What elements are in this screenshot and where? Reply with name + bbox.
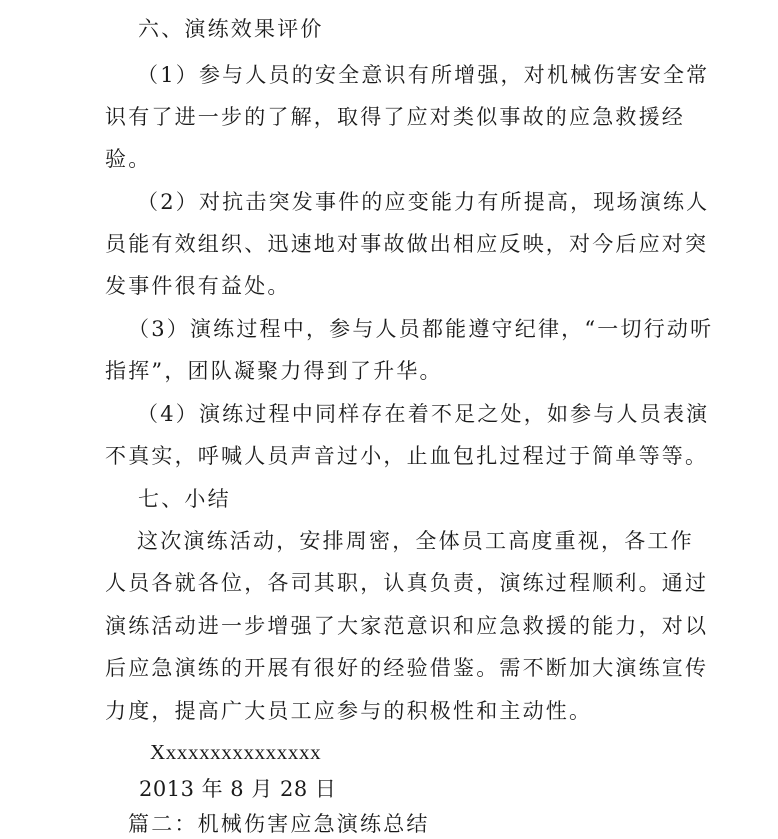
paragraph-2-line-2: 员能有效组织、迅速地对事故做出相应反映，对今后应对突: [105, 232, 709, 256]
paragraph-1-line-2: 识有了进一步的了解，取得了应对类似事故的应急救援经: [105, 105, 685, 129]
paragraph-1-line-1: （1）参与人员的安全意识有所增强，对机械伤害安全常: [137, 63, 710, 87]
paragraph-3-line-2: 指挥”，团队凝聚力得到了升华。: [105, 359, 443, 383]
paragraph-2-line-1: （2）对抗击突发事件的应变能力有所提高，现场演练人: [137, 190, 710, 214]
section-6-heading: 六、演练效果评价: [138, 17, 324, 41]
paragraph-3-line-1: （3）演练过程中，参与人员都能遵守纪律，“一切行动听: [128, 317, 714, 341]
paragraph-2-line-3: 发事件很有益处。: [105, 274, 291, 298]
summary-line-5: 力度，提高广大员工应参与的积极性和主动性。: [105, 699, 593, 723]
paragraph-4-line-1: （4）演练过程中同样存在着不足之处，如参与人员表演: [137, 402, 710, 426]
summary-line-2: 人员各就各位，各司其职，认真负责，演练过程顺利。通过: [105, 571, 709, 595]
summary-line-3: 演练活动进一步增强了大家范意识和应急救援的能力，对以: [105, 614, 709, 638]
signature: Xxxxxxxxxxxxxxx: [150, 740, 322, 764]
section-7-heading: 七、小结: [138, 487, 231, 511]
summary-line-4: 后应急演练的开展有很好的经验借鉴。需不断加大演练宣传: [105, 656, 709, 680]
next-article-title: 篇二：机械伤害应急演练总结: [128, 812, 430, 836]
document-date: 2013 年 8 月 28 日: [139, 777, 337, 801]
paragraph-1-line-3: 验。: [105, 147, 152, 171]
paragraph-4-line-2: 不真实，呼喊人员声音过小，止血包扎过程过于简单等等。: [105, 444, 709, 468]
summary-line-1: 这次演练活动，安排周密，全体员工高度重视，各工作: [137, 529, 694, 553]
